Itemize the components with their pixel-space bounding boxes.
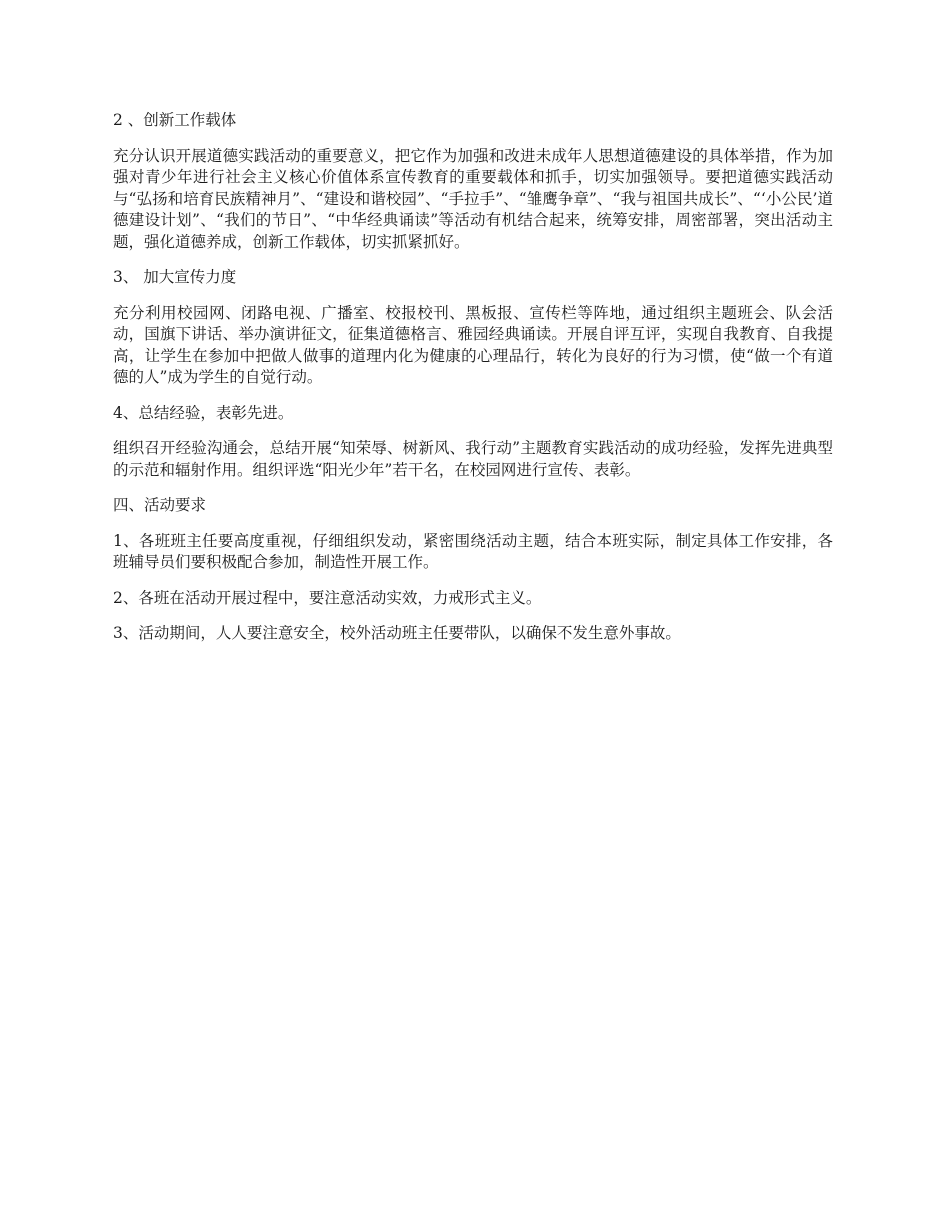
section-2-heading: 2 、创新工作载体 bbox=[113, 111, 237, 129]
requirement-2: 2、各班在活动开展过程中，要注意活动实效，力戒形式主义。 bbox=[113, 588, 542, 607]
section-3-heading: 3、 加大宣传力度 bbox=[113, 268, 237, 286]
section-4-heading: 4、总结经验，表彰先进。 bbox=[113, 403, 294, 422]
section-4-body: 组织召开经验沟通会，总结开展“知荣辱、树新风、我行动”主题教育实践活动的成功经验，发挥先进典型的示范和辐射作用。组织评选“阳光少年”若干名，在校园网进行宣传、表彰。 bbox=[113, 439, 833, 479]
document-page bbox=[113, 110, 833, 659]
section-2-body: 充分认识开展道德实践活动的重要意义，把它作为加强和改进未成年人思想道德建设的具体举措，作为加强对青少年进行社会主义核心价值体系宣传教育的重要载体和抓手，切实加强领导。要把道德实践活动与“弘扬和培育民族精神月”、“建设和谐校园”、“手拉手”、“雏鹰争章”、“我与祖国共成长”、“‘小公民’道德建设计划”、“我们的节日”、“中华经典诵读”等活动有机结合起来，统筹安排，周密部署，突出活动主题，强化道德养成，创新工作载体，切实抓紧抓好。 bbox=[113, 146, 833, 251]
part-4-heading: 四、活动要求 bbox=[113, 496, 207, 514]
section-3-body: 充分利用校园网、闭路电视、广播室、校报校刊、黑板报、宣传栏等阵地，通过组织主题班会、队会活动，国旗下讲话、举办演讲征文，征集道德格言、雅园经典诵读。开展自评互评，实现自我教育、自我提高，让学生在参加中把做人做事的道理内化为健康的心理品行，转化为良好的行为习惯，使“做一个有道德的人”成为学生的自觉行动。 bbox=[113, 303, 833, 386]
requirement-3: 3、活动期间，人人要注意安全，校外活动班主任要带队，以确保不发生意外事故。 bbox=[113, 624, 681, 642]
requirement-1: 1、各班班主任要高度重视，仔细组织发动，紧密围绕活动主题，结合本班实际，制定具体工作安排，各班辅导员们要积极配合参加，制造性开展工作。 bbox=[113, 531, 833, 571]
